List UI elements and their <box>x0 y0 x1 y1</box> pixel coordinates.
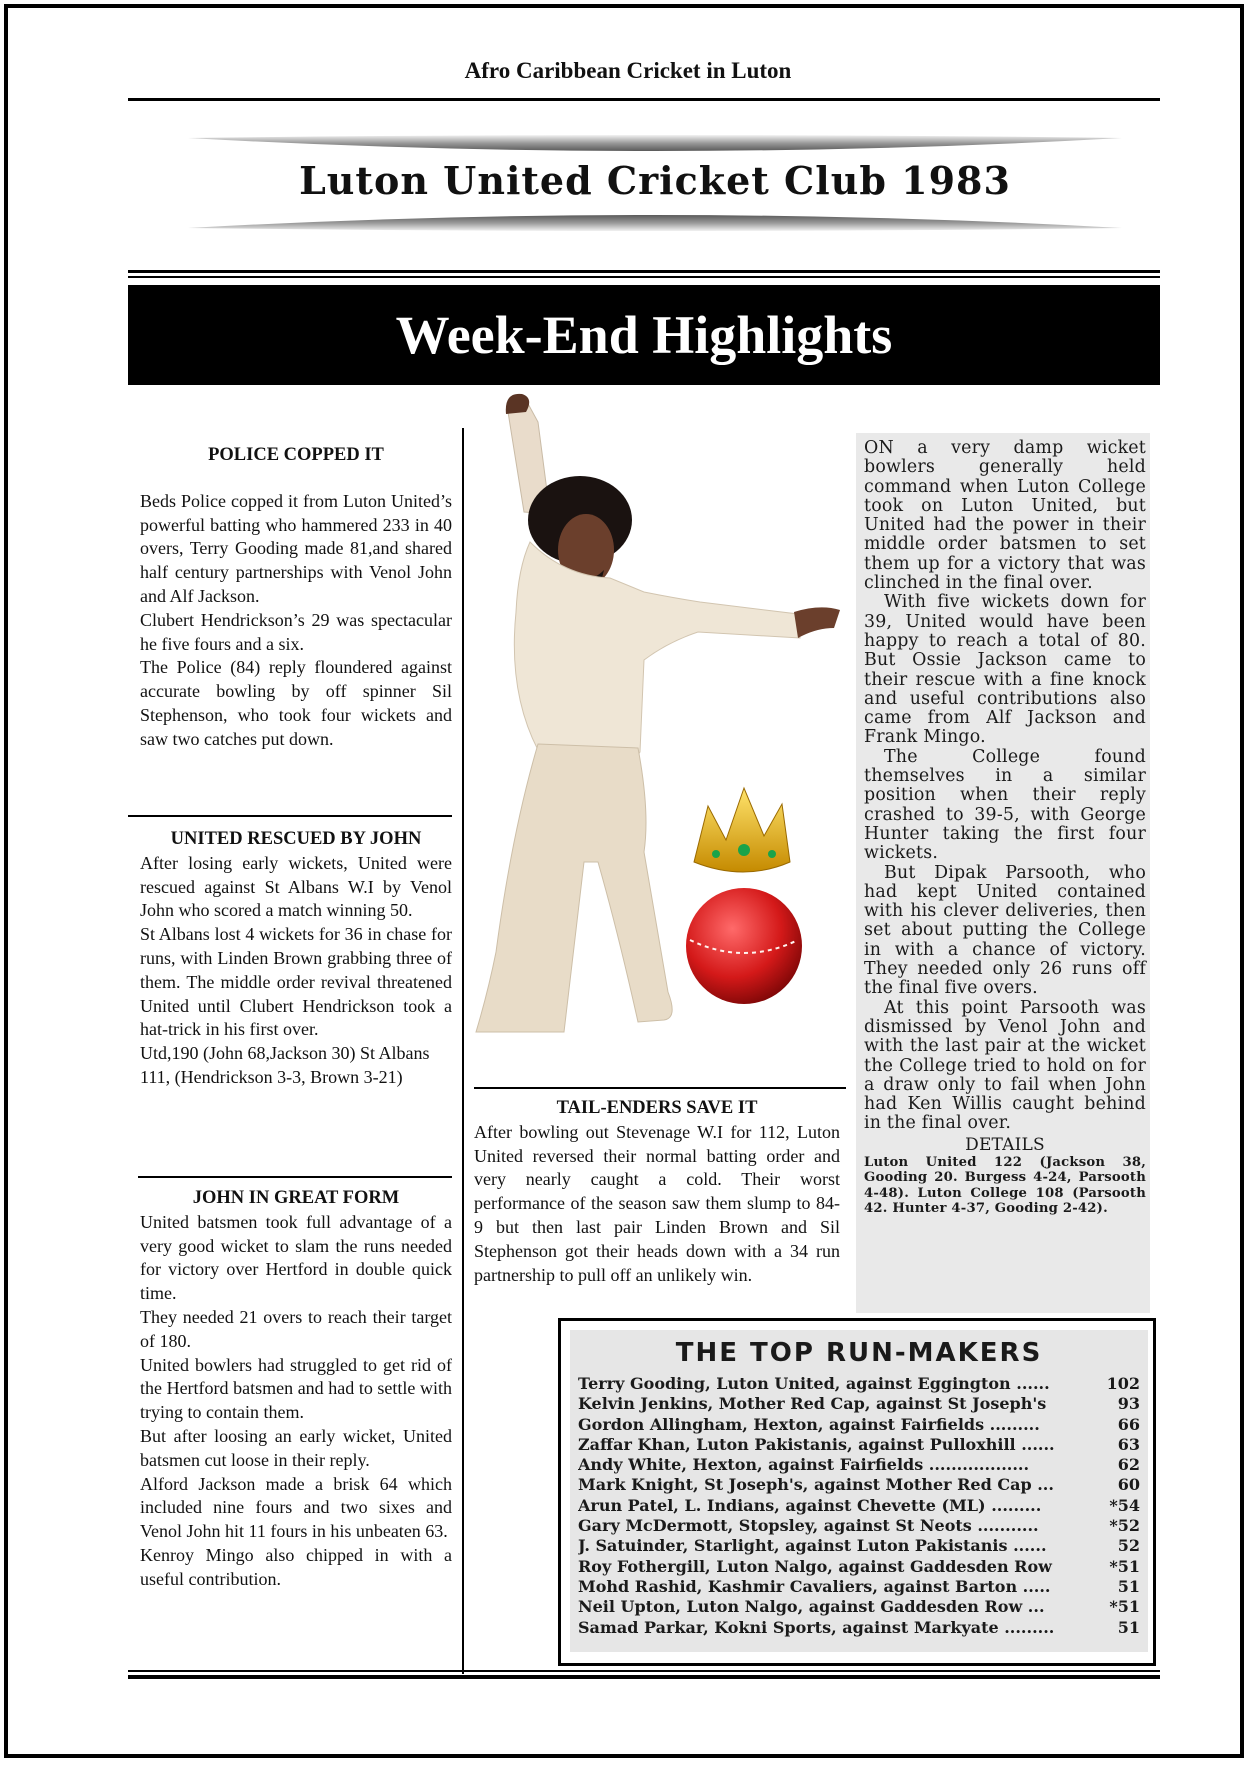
run-maker-value: 66 <box>1117 1414 1140 1434</box>
story-paragraph: St Albans lost 4 wickets for 36 in chase for runs, with Linden Brown grabbing three of them. The middle order revival threatened United until Clubert Hendrickson took a hat-trick in his first over. <box>140 924 452 1040</box>
run-maker-label: Zaffar Khan, Luton Pakistanis, against Pulloxhill ...... <box>578 1434 1055 1454</box>
column-divider <box>474 1087 846 1089</box>
run-maker-label: J. Satuinder, Starlight, against Luton Pakistanis ...... <box>578 1536 1047 1556</box>
run-maker-label: Samad Parkar, Kokni Sports, against Markyate ......... <box>578 1617 1055 1637</box>
run-maker-value: *52 <box>1109 1516 1140 1536</box>
run-maker-row <box>578 1475 1140 1495</box>
story-paragraph: Kenroy Mingo also chipped in with a useful contribution. <box>140 1544 452 1589</box>
highlights-title: Week-End Highlights <box>128 285 1160 385</box>
series-title: Afro Caribbean Cricket in Luton <box>464 58 792 83</box>
run-maker-value: 60 <box>1117 1475 1140 1495</box>
run-maker-value: 51 <box>1117 1617 1140 1637</box>
story-paragraph: After bowling out Stevenage W.I for 112, Luton United reversed their normal batting order and very nearly caught a cold. Their worst performance of the season saw them slump to 84-9 but then last pair Linden Brown and Sil Stephenson got their heads down with a 34 run partnership to pull off an unlikely win. <box>474 1121 840 1285</box>
story-paragraph: After losing early wickets, United were rescued against St Albans W.I by Venol John who scored a match winning 50. <box>140 852 452 921</box>
run-maker-label: Gordon Allingham, Hexton, against Fairfields ......... <box>578 1414 1040 1434</box>
story-heading: TAIL-ENDERS SAVE IT <box>556 1098 758 1118</box>
run-maker-row <box>578 1536 1140 1556</box>
section-rule-top <box>128 270 1160 273</box>
story-heading: JOHN IN GREAT FORM <box>192 1188 400 1208</box>
run-makers-rows <box>578 1374 1140 1638</box>
run-maker-label: Andy White, Hexton, against Fairfields .................. <box>578 1455 1030 1475</box>
story-heading: POLICE COPPED IT <box>208 445 384 465</box>
run-maker-label: Roy Fothergill, Luton Nalgo, against Gaddesden Row <box>578 1556 1052 1576</box>
story-police-copped-it <box>140 444 452 752</box>
run-maker-row <box>578 1577 1140 1597</box>
story-paragraph: United bowlers had struggled to get rid of the Hertford batsmen and had to settle with trying to contain them. <box>140 1354 452 1423</box>
run-maker-label: Neil Upton, Luton Nalgo, against Gaddesden Row ... <box>578 1597 1045 1617</box>
run-maker-row <box>578 1557 1140 1577</box>
run-maker-row <box>578 1455 1140 1475</box>
story-heading: UNITED RESCUED BY JOHN <box>170 829 422 849</box>
story-paragraph: Clubert Hendrickson’s 29 was spectacular he five fours and a six. <box>140 609 452 654</box>
run-maker-label: Arun Patel, L. Indians, against Chevette (ML) ......... <box>578 1495 1042 1515</box>
newspaper-clipping <box>856 433 1150 1313</box>
story-paragraph: Utd,190 (John 68,Jackson 30) St Albans 111, (Hendrickson 3-3, Brown 3-21) <box>140 1043 430 1087</box>
run-maker-value: 63 <box>1117 1434 1140 1454</box>
run-maker-row <box>578 1597 1140 1617</box>
story-tail-enders <box>474 1097 840 1287</box>
section-rule-thin <box>128 276 1160 278</box>
run-maker-value: 102 <box>1106 1374 1140 1393</box>
run-maker-value: *51 <box>1109 1597 1140 1617</box>
footer-rule <box>128 1670 1160 1672</box>
vertical-column-rule <box>462 428 464 1674</box>
story-united-rescued <box>140 828 452 1090</box>
column-divider <box>138 1176 452 1178</box>
story-paragraph: They needed 21 overs to reach their target of 180. <box>140 1306 452 1351</box>
story-paragraph: Alford Jackson made a brisk 64 which included nine fours and two sixes and Venol John hit 11 fours in his unbeaten 63. <box>140 1473 452 1542</box>
story-john-great-form <box>140 1187 452 1592</box>
run-maker-value: *51 <box>1109 1556 1140 1576</box>
run-maker-value: 52 <box>1117 1536 1140 1556</box>
run-maker-row <box>578 1618 1140 1638</box>
club-title: Luton United Cricket Club 1983 <box>299 158 1011 203</box>
run-maker-value: *54 <box>1109 1495 1140 1515</box>
story-paragraph: The Police (84) reply floundered against accurate bowling by off spinner Sil Stephenson, who took four wickets and saw two catches put down. <box>140 657 452 749</box>
footer-rule-thick <box>128 1675 1160 1679</box>
story-paragraph: United batsmen took full advantage of a very good wicket to slam the runs needed for victory over Hertford in double quick time. <box>140 1211 452 1304</box>
run-maker-label: Mark Knight, St Joseph's, against Mother Red Cap ... <box>578 1475 1054 1495</box>
run-maker-label: Gary McDermott, Stopsley, against St Neots ........... <box>578 1516 1039 1536</box>
story-paragraph: Beds Police copped it from Luton United’s powerful batting who hammered 233 in 40 overs, Terry Gooding made 81,and shared half century partnerships with Venol John and Alf Jackson. <box>140 490 452 606</box>
clipping-paragraph: But Dipak Parsooth, who had kept United contained with his clever deliveries, then set about putting the College in with a chance of victory. They needed only 26 runs off the final five overs. <box>864 862 1146 999</box>
run-maker-row <box>578 1374 1140 1394</box>
clipping-paragraph: ON a very damp wicket bowlers generally held command when Luton College took on Luton United, but United had the power in their middle order batsmen to set them up for a victory that was clinched in the final over. <box>864 438 1146 594</box>
run-maker-row <box>578 1394 1140 1414</box>
run-maker-row <box>578 1435 1140 1455</box>
top-run-makers-table <box>570 1330 1148 1652</box>
run-maker-value: 93 <box>1117 1394 1140 1414</box>
column-divider <box>128 815 452 817</box>
story-paragraph: But after loosing an early wicket, United batsmen cut loose in their reply. <box>140 1425 452 1470</box>
cricketer-photo <box>468 392 848 1040</box>
banner-bottom-swoosh <box>188 204 1122 232</box>
run-maker-value: 51 <box>1117 1576 1140 1596</box>
run-maker-row <box>578 1496 1140 1516</box>
clipping-paragraph: At this point Parsooth was dismissed by Venol John and with the last pair at the wicket the College tried to hold on for a draw only to fail when John had Ken Willis caught behind in the final over. <box>864 997 1146 1134</box>
run-maker-row <box>578 1415 1140 1435</box>
header-rule <box>128 98 1160 101</box>
run-maker-value: 62 <box>1117 1455 1140 1475</box>
run-maker-row <box>578 1516 1140 1536</box>
run-maker-label: Mohd Rashid, Kashmir Cavaliers, against Barton ..... <box>578 1576 1051 1596</box>
run-maker-label: Terry Gooding, Luton United, against Eggington ...... <box>578 1374 1050 1393</box>
run-maker-label: Kelvin Jenkins, Mother Red Cap, against St Joseph's <box>578 1394 1047 1414</box>
run-makers-title: THE TOP RUN-MAKERS <box>675 1338 1043 1368</box>
clipping-paragraph: The College found themselves in a similar position when their reply crashed to 39-5, with George Hunter taking the first four wickets. <box>864 746 1146 864</box>
clipping-details-heading: DETAILS <box>965 1134 1045 1155</box>
clipping-paragraph: With five wickets down for 39, United would have been happy to reach a total of 80. But Ossie Jackson came to their rescue with a fine knock and useful contributions also came from Alf Jackson and Frank Mingo. <box>864 592 1146 748</box>
clipping-details: Luton United 122 (Jackson 38, Gooding 20. Burgess 4-24, Parsooth 4-48). Luton College 108 (Parsooth 42. Hunter 4-37, Gooding 2-42). <box>864 1154 1146 1217</box>
